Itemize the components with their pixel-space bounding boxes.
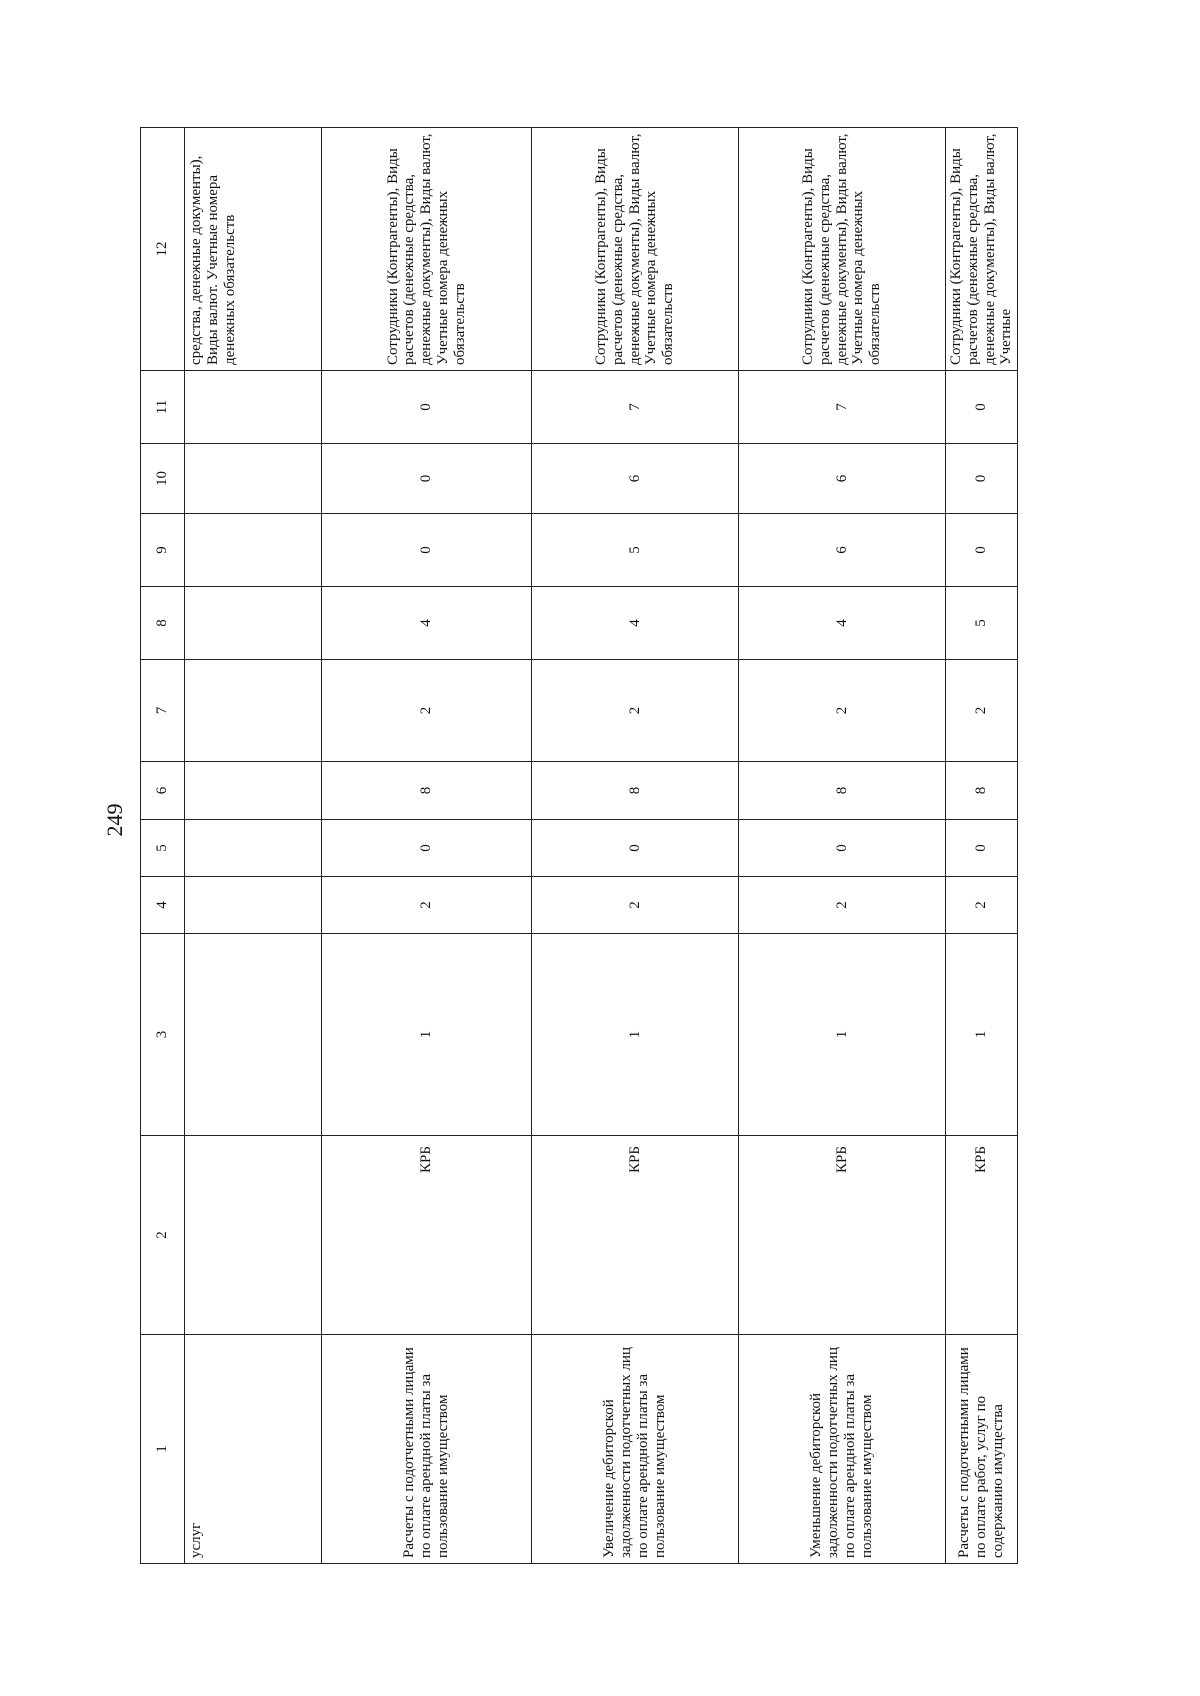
cell-digit: [185, 587, 322, 660]
cell-digit: 0: [322, 371, 532, 444]
cell-digit: 4: [322, 587, 532, 660]
cell-account-name: услуг: [185, 1335, 322, 1564]
cell-digit: 0: [532, 820, 739, 877]
header-cell: 4: [141, 877, 185, 934]
cell-digit: 2: [532, 660, 739, 762]
cell-digit: 2: [946, 660, 1018, 762]
cell-digit: 1: [739, 934, 946, 1136]
cell-account-name: Уменьшение дебиторской задолженности подотчетных лиц по оплате арендной платы за пользование имуществом: [739, 1335, 946, 1564]
cell-digit: 8: [946, 762, 1018, 820]
cell-digit: 8: [739, 762, 946, 820]
header-cell: 2: [141, 1136, 185, 1335]
cell-digit: 2: [946, 877, 1018, 934]
header-cell: 3: [141, 934, 185, 1136]
cell-digit: 0: [322, 514, 532, 587]
header-cell: 9: [141, 514, 185, 587]
cell-analytics: средства, денежные документы), Виды валют. Учетные номера денежных обязательств: [185, 128, 322, 371]
cell-digit: 2: [532, 877, 739, 934]
header-cell: 10: [141, 444, 185, 514]
cell-digit: 4: [532, 587, 739, 660]
cell-digit: 0: [946, 820, 1018, 877]
cell-digit: 7: [532, 371, 739, 444]
cell-digit: 1: [532, 934, 739, 1136]
cell-digit: 1: [322, 934, 532, 1136]
table-row: [946, 128, 1018, 1564]
page-number: [95, 780, 135, 860]
table-row: [739, 128, 946, 1564]
cell-digit: 6: [532, 444, 739, 514]
cell-digit: 7: [739, 371, 946, 444]
cell-analytics: Сотрудники (Контрагенты), Виды расчетов (денежные средства, денежные документы), Виды валют, Учетные номера денежных обязательств: [739, 128, 946, 371]
header-cell: 1: [141, 1335, 185, 1564]
page-number-text: 249: [102, 803, 127, 837]
accounts-table: [140, 127, 1018, 1564]
cell-digit: 6: [739, 444, 946, 514]
cell-digit: [185, 934, 322, 1136]
header-cell: 12: [141, 128, 185, 371]
cell-digit: 8: [532, 762, 739, 820]
cell-digit: 2: [322, 660, 532, 762]
cell-code: [185, 1136, 322, 1335]
header-cell: 5: [141, 820, 185, 877]
header-row: [141, 128, 185, 1564]
cell-digit: 0: [946, 514, 1018, 587]
cell-digit: 5: [532, 514, 739, 587]
cell-digit: [185, 371, 322, 444]
cell-digit: [185, 762, 322, 820]
header-cell: 8: [141, 587, 185, 660]
cell-digit: 2: [739, 877, 946, 934]
rotated-table-container: [140, 128, 1017, 1564]
cell-digit: [185, 514, 322, 587]
cell-digit: 0: [946, 444, 1018, 514]
header-cell: 7: [141, 660, 185, 762]
cell-code: КРБ: [532, 1136, 739, 1335]
table-row: [322, 128, 532, 1564]
cell-digit: 0: [739, 820, 946, 877]
cell-account-name: Расчеты с подотчетными лицами по оплате арендной платы за пользование имуществом: [322, 1335, 532, 1564]
cell-digit: 2: [739, 660, 946, 762]
cell-code: КРБ: [739, 1136, 946, 1335]
header-cell: 11: [141, 371, 185, 444]
table-row: [532, 128, 739, 1564]
cell-code: КРБ: [946, 1136, 1018, 1335]
cell-digit: 2: [322, 877, 532, 934]
cell-digit: 0: [322, 820, 532, 877]
cell-analytics: Сотрудники (Контрагенты), Виды расчетов (денежные средства, денежные документы), Виды валют, Учетные номера денежных обязательств: [532, 128, 739, 371]
cell-digit: [185, 877, 322, 934]
cell-digit: 5: [946, 587, 1018, 660]
cell-account-name: Расчеты с подотчетными лицами по оплате работ, услуг по содержанию имущества: [946, 1335, 1018, 1564]
cell-code: КРБ: [322, 1136, 532, 1335]
cell-digit: 4: [739, 587, 946, 660]
cell-digit: [185, 660, 322, 762]
header-cell: 6: [141, 762, 185, 820]
cell-digit: 8: [322, 762, 532, 820]
cell-account-name: Увеличение дебиторской задолженности подотчетных лиц по оплате арендной платы за пользование имуществом: [532, 1335, 739, 1564]
cell-digit: 6: [739, 514, 946, 587]
cell-digit: 1: [946, 934, 1018, 1136]
table-row: [185, 128, 322, 1564]
cell-digit: [185, 820, 322, 877]
cell-analytics: Сотрудники (Контрагенты), Виды расчетов (денежные средства, денежные документы), Виды валют, Учетные номера денежных обязательств: [322, 128, 532, 371]
cell-analytics: Сотрудники (Контрагенты), Виды расчетов (денежные средства, денежные документы), Виды валют, Учетные: [946, 128, 1018, 371]
cell-digit: 0: [322, 444, 532, 514]
cell-digit: 0: [946, 371, 1018, 444]
cell-digit: [185, 444, 322, 514]
